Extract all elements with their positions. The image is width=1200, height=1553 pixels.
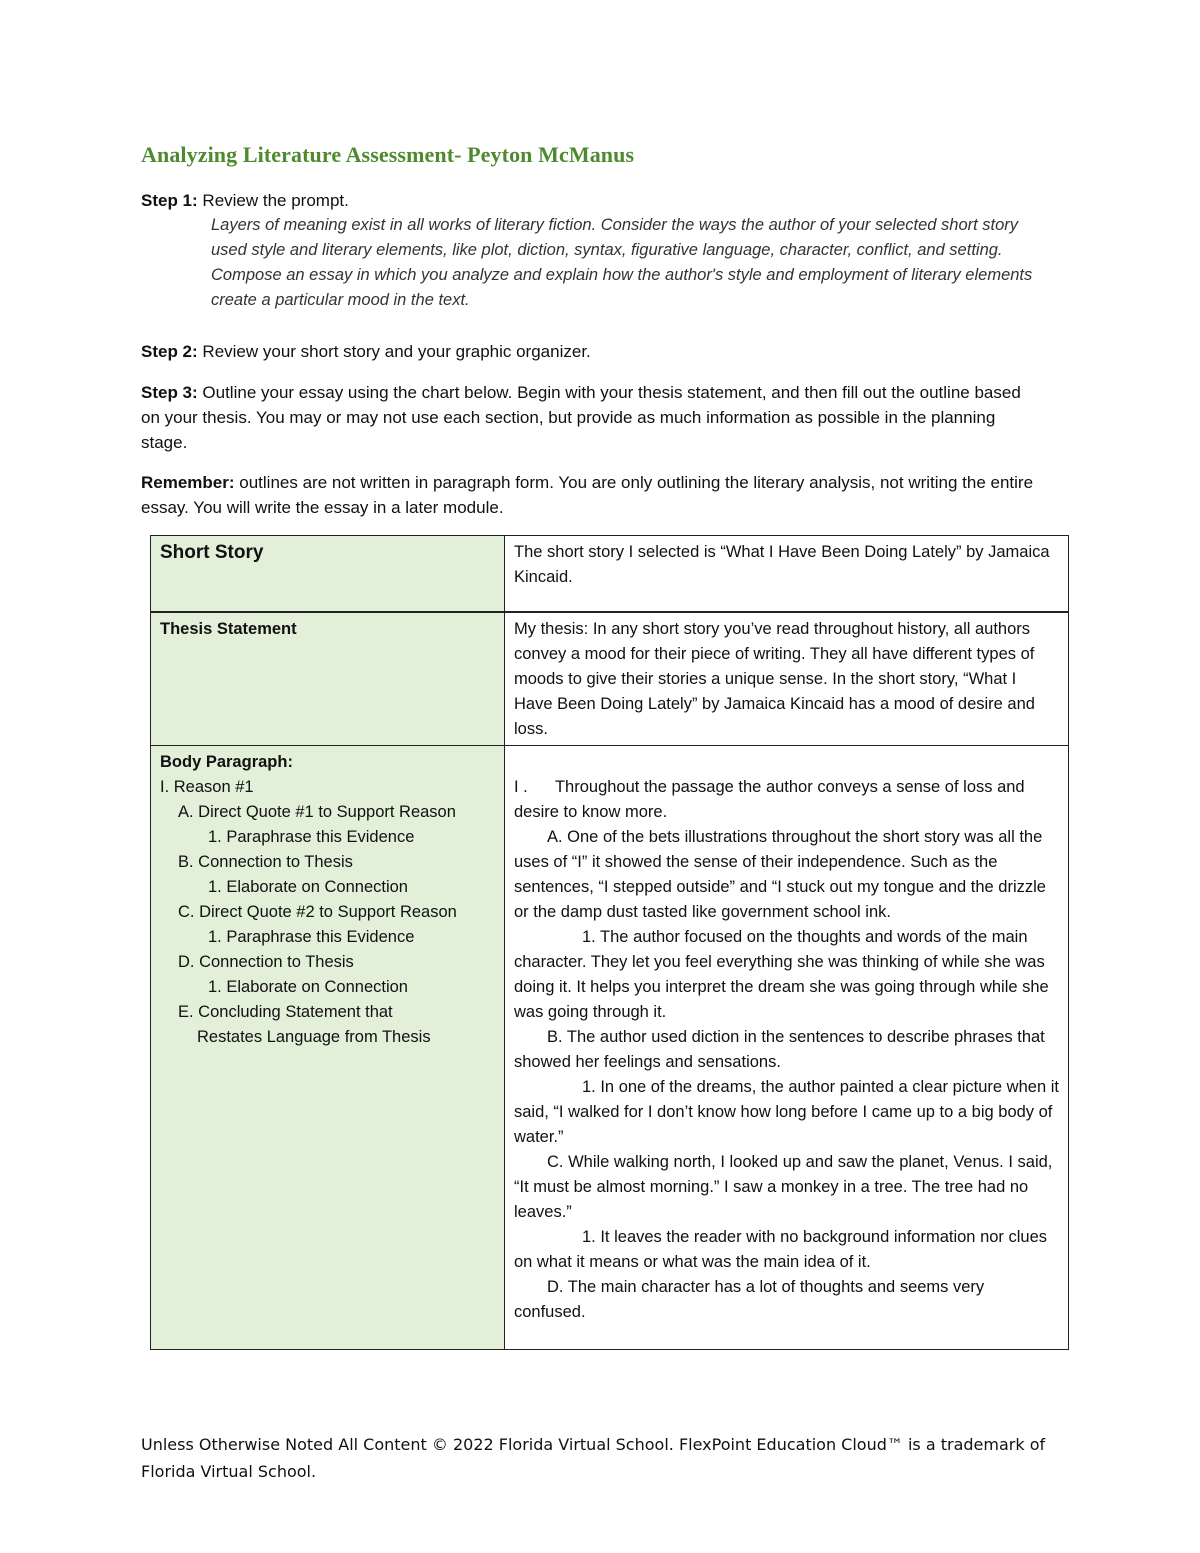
short-story-label-cell [151,536,505,613]
step-1 [141,188,1041,213]
step-2-text: Review your short story and your graphic organizer. [197,342,591,361]
body-paragraph-label: Body Paragraph: [160,753,293,771]
short-story-label: Short Story [160,542,264,563]
thesis-answer: My thesis: In any short story you’ve read throughout history, all authors convey a mood for their piece of writing. They all have different types of moods to give their stories a unique sense. In the short story, “What I Have Been Doing Lately” by Jamaica Kincaid has a mood of desire and loss. [505,612,1069,746]
remember-note [141,470,1041,520]
step-2-label: Step 2: [141,342,198,361]
page-title: Analyzing Literature Assessment- Peyton McManus [141,142,635,167]
outline-item: A. Direct Quote #1 to Support Reason [178,803,456,821]
outline-table [150,535,1069,1350]
body-paragraph-answer [505,746,1069,1350]
step-1-text: Review the prompt. [197,191,349,210]
answer-line: B. The author used diction in the sentences to describe phrases that showed her feelings and sensations. [514,1028,1045,1071]
answer-line: D. The main character has a lot of thoughts and seems very confused. [514,1278,985,1321]
step-1-label: Step 1: [141,191,198,210]
answer-line: I . Throughout the passage the author conveys a sense of loss and desire to know more. [514,778,1030,821]
answer-line: C. While walking north, I looked up and saw the planet, Venus. I said, “It must be almost morning.” I saw a monkey in a tree. The tree had no leaves.” [514,1153,1053,1221]
assignment-prompt: Layers of meaning exist in all works of literary fiction. Consider the ways the author of your selected short story used style and literary elements, like plot, diction, syntax, figurative language, character, conflict, and setting. Compose an essay in which you analyze and explain how the author's style and employment of literary elements create a particular mood in the text. [211,216,1033,309]
outline-item: 1. Paraphrase this Evidence [208,828,415,846]
step-3 [141,380,1041,455]
table-row-short-story [151,536,1069,613]
table-row-body-paragraph [151,746,1069,1350]
thesis-label: Thesis Statement [160,620,297,638]
outline-item: E. Concluding Statement that [178,1003,393,1021]
remember-text: outlines are not written in paragraph form. You are only outlining the literary analysis, not writing the entire essay. You will write the essay in a later module. [141,473,1034,517]
body-paragraph-label-cell [151,746,505,1350]
answer-line: 1. In one of the dreams, the author painted a clear picture when it said, “I walked for I don’t know how long before I came up to a big body of water.” [514,1078,1059,1146]
answer-line: 1. The author focused on the thoughts and words of the main character. They let you feel everything she was thinking of while she was doing it. It helps you interpret the dream she was going through while she was going through it. [514,928,1049,1021]
remember-label: Remember: [141,473,235,492]
outline-item: C. Direct Quote #2 to Support Reason [178,903,457,921]
outline-item: 1. Elaborate on Connection [208,878,408,896]
table-row-thesis [151,612,1069,746]
outline-item: Restates Language from Thesis [197,1028,431,1046]
step-2 [141,339,1041,364]
answer-line: A. One of the bets illustrations throughout the short story was all the uses of “I” it showed the sense of their independence. Such as the sentences, “I stepped outside” and “I stuck out my tongue and the drizzle or the damp dust tasted like government school ink. [514,828,1046,921]
short-story-answer: The short story I selected is “What I Have Been Doing Lately” by Jamaica Kincaid. [505,536,1069,613]
outline-item: D. Connection to Thesis [178,953,354,971]
step-3-label: Step 3: [141,383,198,402]
outline-item: 1. Elaborate on Connection [208,978,408,996]
footer-copyright: Unless Otherwise Noted All Content © 2022 Florida Virtual School. FlexPoint Education Cloud™ is a trademark of Florida Virtual School. [141,1435,1046,1481]
outline-item: I. Reason #1 [160,778,254,796]
outline-item: 1. Paraphrase this Evidence [208,928,415,946]
outline-item: B. Connection to Thesis [178,853,353,871]
thesis-label-cell [151,612,505,746]
step-3-text: Outline your essay using the chart below. Begin with your thesis statement, and then fill out the outline based on your thesis. You may or may not use each section, but provide as much information as possible in the planning stage. [141,383,1021,452]
answer-line: 1. It leaves the reader with no background information nor clues on what it means or what was the main idea of it. [514,1228,1048,1271]
